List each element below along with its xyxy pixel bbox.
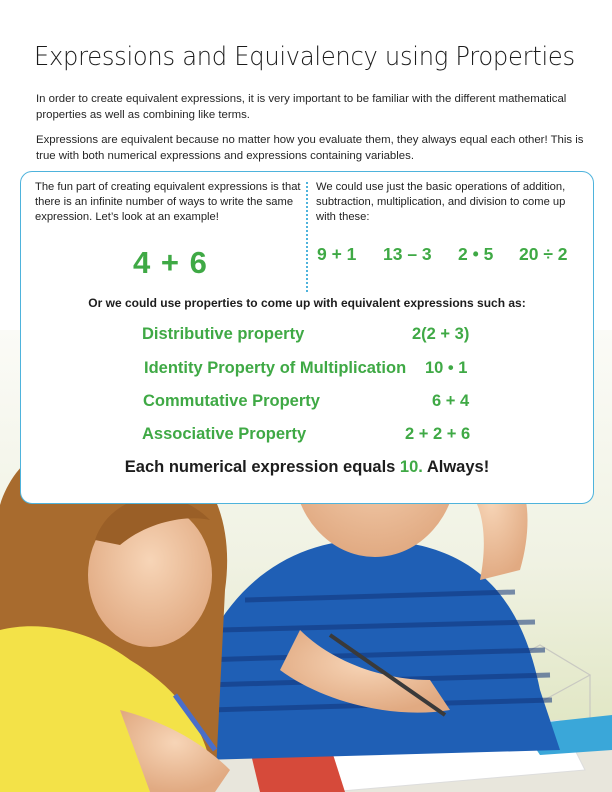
example-expression: 4 + 6	[133, 245, 208, 280]
closing-statement	[21, 458, 593, 477]
content-box	[20, 171, 594, 504]
page-title: Expressions and Equivalency using Properties	[34, 42, 575, 72]
closing-text: Each numerical expression equals	[124, 458, 400, 476]
property-name: Commutative Property	[143, 392, 320, 410]
properties-intro: Or we could use properties to come up with equivalent expressions such as:	[88, 296, 526, 310]
dotted-divider	[306, 182, 308, 292]
closing-value: 10.	[399, 458, 423, 476]
property-name: Identity Property of Multiplication	[144, 359, 407, 377]
basic-op-expression: 13 – 3	[383, 244, 432, 264]
fun-part-text: The fun part of creating equivalent expressions is that there is an infinite number of ways to write the same expression. Let’s look at an example!	[35, 181, 301, 224]
property-expression: 2 + 2 + 6	[405, 425, 471, 443]
property-name: Distributive property	[142, 325, 305, 343]
basic-operations-text: We could use just the basic operations of addition, subtraction, multiplication, and division to come up with these:	[316, 181, 566, 224]
closing-text-end: Always!	[422, 458, 490, 476]
property-expression: 2(2 + 3)	[412, 325, 470, 343]
intro-paragraph-1: In order to create equivalent expressions, it is very important to be familiar with the different mathematical properties as well as combining like terms.	[36, 93, 567, 121]
basic-op-expression: 2 • 5	[458, 244, 494, 264]
intro-paragraph-2: Expressions are equivalent because no matter how you evaluate them, they always equal each other! This is true with both numerical expressions and expressions containing variables.	[36, 134, 584, 162]
property-expression: 10 • 1	[425, 359, 468, 377]
basic-op-expression: 9 + 1	[317, 244, 357, 264]
basic-op-expression: 20 ÷ 2	[519, 244, 568, 264]
property-name: Associative Property	[142, 425, 307, 443]
property-expression: 6 + 4	[432, 392, 470, 410]
